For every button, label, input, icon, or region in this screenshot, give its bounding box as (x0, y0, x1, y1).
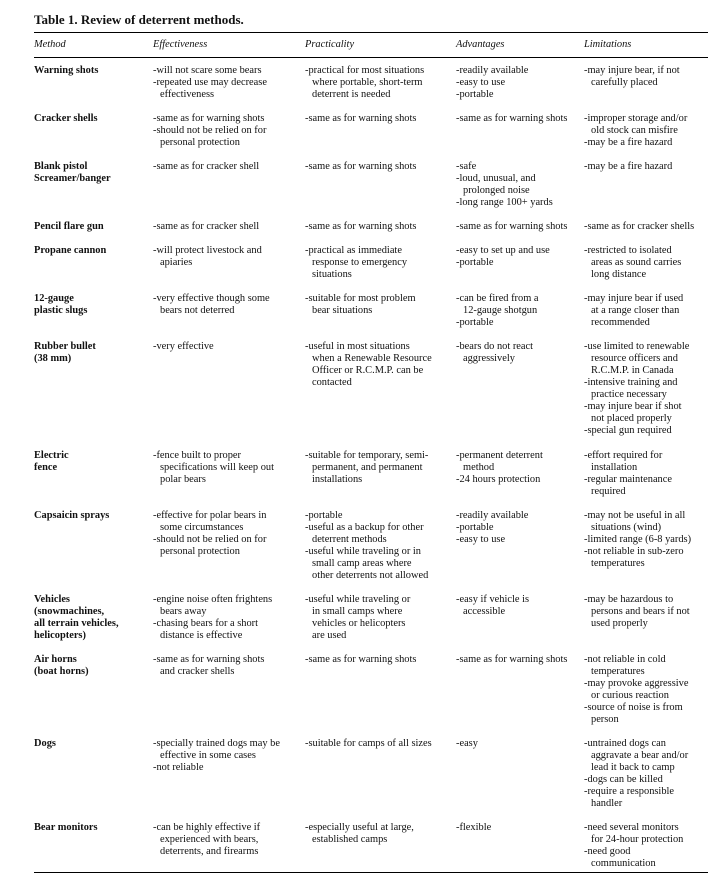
cell-method (34, 233, 153, 281)
limitations-line: -limited range (6-8 yards) (584, 534, 692, 545)
table-row (34, 149, 708, 209)
advantages-line: -readily available (456, 65, 529, 76)
cell-practicality (305, 233, 456, 281)
practicality-line: -same as for warning shots (305, 161, 417, 172)
practicality-line: -practical for most situations (305, 65, 425, 76)
cell-limitations (584, 810, 708, 870)
practicality-line: are used (312, 630, 347, 641)
limitations-line: -may injure bear if shot (584, 401, 682, 412)
advantages-line: -bears do not react (456, 341, 534, 352)
limitations-line: or curious reaction (591, 690, 669, 701)
bottom-rule (34, 872, 708, 873)
limitations-line: -need good (584, 846, 631, 857)
limitations-line: -not reliable in cold (584, 654, 666, 665)
advantages-line: -same as for warning shots (456, 221, 568, 232)
cell-practicality (305, 498, 456, 582)
method-line: 12-gauge (34, 293, 74, 304)
effectiveness-line: -same as for warning shots (153, 654, 265, 665)
cell-practicality (305, 209, 456, 233)
limitations-line: -same as for cracker shells (584, 221, 695, 232)
advantages-line: -loud, unusual, and (456, 173, 536, 184)
practicality-line: -useful as a backup for other (305, 522, 424, 533)
practicality-line: -suitable for most problem (305, 293, 416, 304)
advantages-line: -same as for warning shots (456, 654, 568, 665)
practicality-line: deterrent methods (312, 534, 387, 545)
top-rule (34, 32, 708, 33)
practicality-line: contacted (312, 377, 352, 388)
table-row (34, 209, 708, 233)
cell-practicality (305, 329, 456, 437)
advantages-line: -easy to use (456, 534, 506, 545)
limitations-line: areas as sound carries (591, 257, 682, 268)
practicality-line: in small camps where (312, 606, 403, 617)
cell-effectiveness (153, 233, 305, 281)
cell-effectiveness (153, 101, 305, 149)
effectiveness-line: bears not deterred (160, 305, 235, 316)
cell-effectiveness (153, 57, 305, 101)
limitations-line: temperatures (591, 666, 645, 677)
limitations-line: -need several monitors (584, 822, 679, 833)
limitations-line: -special gun required (584, 425, 672, 436)
cell-advantages (456, 209, 584, 233)
limitations-line: -may be a fire hazard (584, 137, 673, 148)
effectiveness-line: -same as for cracker shell (153, 221, 260, 232)
advantages-line: prolonged noise (463, 185, 530, 196)
table-row (34, 582, 708, 642)
cell-limitations (584, 233, 708, 281)
practicality-line: -useful while traveling or in (305, 546, 421, 557)
cell-effectiveness (153, 498, 305, 582)
cell-limitations (584, 582, 708, 642)
cell-effectiveness (153, 437, 305, 498)
method-line: (38 mm) (34, 353, 72, 364)
method-line: (boat horns) (34, 666, 89, 677)
effectiveness-line: specifications will keep out (160, 462, 274, 473)
method-line: (snowmachines, (34, 606, 105, 617)
advantages-line: -easy to use (456, 77, 506, 88)
effectiveness-line: personal protection (160, 137, 240, 148)
practicality-line: installations (312, 474, 363, 485)
method-line: plastic slugs (34, 305, 88, 316)
limitations-line: situations (wind) (591, 522, 662, 533)
advantages-line: aggressively (463, 353, 515, 364)
advantages-line: -easy (456, 738, 478, 749)
table-row (34, 281, 708, 329)
limitations-line: resource officers and (591, 353, 678, 364)
cell-advantages (456, 437, 584, 498)
cell-method (34, 281, 153, 329)
limitations-line: -may be a fire hazard (584, 161, 673, 172)
effectiveness-line: and cracker shells (160, 666, 235, 677)
method-line: helicopters) (34, 630, 86, 641)
limitations-line: -intensive training and (584, 377, 678, 388)
cell-limitations (584, 498, 708, 582)
limitations-line: communication (591, 858, 656, 869)
cell-method (34, 582, 153, 642)
cell-practicality (305, 101, 456, 149)
table-row (34, 498, 708, 582)
effectiveness-line: deterrents, and firearms (160, 846, 259, 857)
cell-limitations (584, 149, 708, 209)
effectiveness-line: -effective for polar bears in (153, 510, 267, 521)
limitations-line: long distance (591, 269, 647, 280)
header-row (34, 37, 708, 57)
limitations-line: -may injure bear if used (584, 293, 684, 304)
method-line: Dogs (34, 738, 56, 749)
limitations-line: -may injure bear, if not (584, 65, 680, 76)
cell-advantages (456, 582, 584, 642)
limitations-line: -source of noise is from (584, 702, 683, 713)
cell-advantages (456, 810, 584, 870)
cell-limitations (584, 209, 708, 233)
effectiveness-line: effectiveness (160, 89, 215, 100)
table-row (34, 233, 708, 281)
column-header-effectiveness: Effectiveness (153, 39, 208, 50)
effectiveness-line: -will not scare some bears (153, 65, 262, 76)
effectiveness-line: personal protection (160, 546, 240, 557)
cell-limitations (584, 101, 708, 149)
effectiveness-line: -same as for warning shots (153, 113, 265, 124)
limitations-line: recommended (591, 317, 650, 328)
cell-practicality (305, 437, 456, 498)
limitations-line: lead it back to camp (591, 762, 675, 773)
effectiveness-line: experienced with bears, (160, 834, 259, 845)
limitations-line: carefully placed (591, 77, 658, 88)
limitations-line: -improper storage and/or (584, 113, 688, 124)
cell-advantages (456, 149, 584, 209)
cell-method (34, 101, 153, 149)
limitations-line: -may provoke aggressive (584, 678, 689, 689)
limitations-line: aggravate a bear and/or (591, 750, 689, 761)
limitations-line: -effort required for (584, 450, 663, 461)
effectiveness-line: -fence built to proper (153, 450, 241, 461)
advantages-line: -safe (456, 161, 477, 172)
effectiveness-line: -can be highly effective if (153, 822, 261, 833)
limitations-line: at a range closer than (591, 305, 680, 316)
limitations-line: -restricted to isolated (584, 245, 672, 256)
practicality-line: when a Renewable Resource (312, 353, 432, 364)
limitations-line: R.C.M.P. in Canada (591, 365, 674, 376)
practicality-line: -same as for warning shots (305, 654, 417, 665)
cell-effectiveness (153, 209, 305, 233)
cell-method (34, 437, 153, 498)
method-line: fence (34, 462, 58, 473)
limitations-line: person (591, 714, 619, 725)
column-header-limitations: Limitations (584, 39, 632, 50)
advantages-line: -can be fired from a (456, 293, 539, 304)
effectiveness-line: apiaries (160, 257, 193, 268)
advantages-line: -portable (456, 522, 494, 533)
limitations-line: -require a responsible (584, 786, 675, 797)
cell-method (34, 149, 153, 209)
cell-advantages (456, 498, 584, 582)
cell-practicality (305, 281, 456, 329)
cell-limitations (584, 329, 708, 437)
limitations-line: temperatures (591, 558, 645, 569)
practicality-line: permanent, and permanent (312, 462, 423, 473)
advantages-line: 12-gauge shotgun (463, 305, 538, 316)
cell-method (34, 642, 153, 726)
practicality-line: where portable, short-term (312, 77, 423, 88)
limitations-line: practice necessary (591, 389, 667, 400)
table-row (34, 57, 708, 101)
cell-effectiveness (153, 642, 305, 726)
limitations-line: -may be hazardous to (584, 594, 674, 605)
advantages-line: -long range 100+ yards (456, 197, 553, 208)
effectiveness-line: -engine noise often frightens (153, 594, 273, 605)
advantages-line: -24 hours protection (456, 474, 541, 485)
practicality-line: established camps (312, 834, 388, 845)
cell-limitations (584, 437, 708, 498)
table-row (34, 437, 708, 498)
deterrent-methods-table (34, 37, 708, 870)
table-row (34, 329, 708, 437)
cell-advantages (456, 642, 584, 726)
limitations-line: -use limited to renewable (584, 341, 690, 352)
effectiveness-line: -should not be relied on for (153, 534, 267, 545)
method-line: Air horns (34, 654, 77, 665)
effectiveness-line: -very effective though some (153, 293, 270, 304)
method-line: Cracker shells (34, 113, 98, 124)
practicality-line: -practical as immediate (305, 245, 402, 256)
table-row (34, 726, 708, 810)
practicality-line: deterrent is needed (312, 89, 391, 100)
practicality-line: small camp areas where (312, 558, 412, 569)
method-line: Warning shots (34, 65, 99, 76)
practicality-line: other deterrents not allowed (312, 570, 429, 581)
column-header-advantages: Advantages (456, 39, 505, 50)
limitations-line: installation (591, 462, 638, 473)
limitations-line: -may not be useful in all (584, 510, 686, 521)
cell-effectiveness (153, 329, 305, 437)
cell-effectiveness (153, 810, 305, 870)
practicality-line: vehicles or helicopters (312, 618, 406, 629)
advantages-line: -readily available (456, 510, 529, 521)
practicality-line: Officer or R.C.M.P. can be (312, 365, 424, 376)
limitations-line: persons and bears if not (591, 606, 690, 617)
cell-advantages (456, 101, 584, 149)
practicality-line: -same as for warning shots (305, 221, 417, 232)
table-body (34, 57, 708, 870)
practicality-line: -suitable for temporary, semi- (305, 450, 429, 461)
practicality-line: -suitable for camps of all sizes (305, 738, 432, 749)
advantages-line: -portable (456, 317, 494, 328)
cell-limitations (584, 281, 708, 329)
cell-limitations (584, 57, 708, 101)
advantages-line: -portable (456, 89, 494, 100)
effectiveness-line: -specially trained dogs may be (153, 738, 280, 749)
cell-method (34, 329, 153, 437)
table-row (34, 101, 708, 149)
method-line: Blank pistol (34, 161, 88, 172)
limitations-line: -not reliable in sub-zero (584, 546, 684, 557)
advantages-line: -same as for warning shots (456, 113, 568, 124)
table-row (34, 642, 708, 726)
cell-advantages (456, 329, 584, 437)
cell-advantages (456, 281, 584, 329)
practicality-line: -especially useful at large, (305, 822, 414, 833)
advantages-line: accessible (463, 606, 506, 617)
limitations-line: -regular maintenance (584, 474, 672, 485)
cell-limitations (584, 642, 708, 726)
limitations-line: old stock can misfire (591, 125, 678, 136)
column-header-method: Method (34, 39, 66, 50)
table-title: Table 1. Review of deterrent methods. (34, 12, 244, 27)
cell-practicality (305, 582, 456, 642)
cell-method (34, 209, 153, 233)
cell-practicality (305, 149, 456, 209)
cell-advantages (456, 57, 584, 101)
limitations-line: -untrained dogs can (584, 738, 666, 749)
table-row (34, 810, 708, 870)
practicality-line: -useful while traveling or (305, 594, 411, 605)
method-line: Capsaicin sprays (34, 510, 110, 521)
practicality-line: response to emergency (312, 257, 408, 268)
practicality-line: -useful in most situations (305, 341, 410, 352)
cell-method (34, 810, 153, 870)
advantages-line: -permanent deterrent (456, 450, 543, 461)
effectiveness-line: -will protect livestock and (153, 245, 262, 256)
cell-advantages (456, 233, 584, 281)
method-line: Vehicles (34, 594, 70, 605)
method-line: Propane cannon (34, 245, 107, 256)
effectiveness-line: -not reliable (153, 762, 204, 773)
limitations-line: -dogs can be killed (584, 774, 663, 785)
limitations-line: handler (591, 798, 623, 809)
cell-method (34, 57, 153, 101)
cell-limitations (584, 726, 708, 810)
limitations-line: required (591, 486, 626, 497)
effectiveness-line: effective in some cases (160, 750, 256, 761)
cell-advantages (456, 726, 584, 810)
effectiveness-line: some circumstances (160, 522, 244, 533)
effectiveness-line: -very effective (153, 341, 214, 352)
effectiveness-line: -chasing bears for a short (153, 618, 259, 629)
cell-practicality (305, 726, 456, 810)
advantages-line: -portable (456, 257, 494, 268)
advantages-line: -flexible (456, 822, 492, 833)
cell-effectiveness (153, 149, 305, 209)
cell-practicality (305, 57, 456, 101)
advantages-line: -easy if vehicle is (456, 594, 529, 605)
practicality-line: situations (312, 269, 352, 280)
effectiveness-line: -should not be relied on for (153, 125, 267, 136)
limitations-line: not placed properly (591, 413, 672, 424)
method-line: Pencil flare gun (34, 221, 104, 232)
practicality-line: -same as for warning shots (305, 113, 417, 124)
cell-effectiveness (153, 726, 305, 810)
method-line: Bear monitors (34, 822, 98, 833)
practicality-line: bear situations (312, 305, 373, 316)
practicality-line: -portable (305, 510, 343, 521)
limitations-line: for 24-hour protection (591, 834, 684, 845)
method-line: all terrain vehicles, (34, 618, 119, 629)
cell-method (34, 726, 153, 810)
cell-practicality (305, 810, 456, 870)
cell-effectiveness (153, 582, 305, 642)
column-header-practicality: Practicality (305, 39, 355, 50)
effectiveness-line: -same as for cracker shell (153, 161, 260, 172)
effectiveness-line: polar bears (160, 474, 206, 485)
effectiveness-line: -repeated use may decrease (153, 77, 267, 88)
advantages-line: -easy to set up and use (456, 245, 550, 256)
effectiveness-line: distance is effective (160, 630, 243, 641)
cell-method (34, 498, 153, 582)
cell-effectiveness (153, 281, 305, 329)
cell-practicality (305, 642, 456, 726)
method-line: Rubber bullet (34, 341, 96, 352)
method-line: Electric (34, 450, 69, 461)
effectiveness-line: bears away (160, 606, 207, 617)
limitations-line: used properly (591, 618, 648, 629)
advantages-line: method (463, 462, 495, 473)
method-line: Screamer/banger (34, 173, 111, 184)
